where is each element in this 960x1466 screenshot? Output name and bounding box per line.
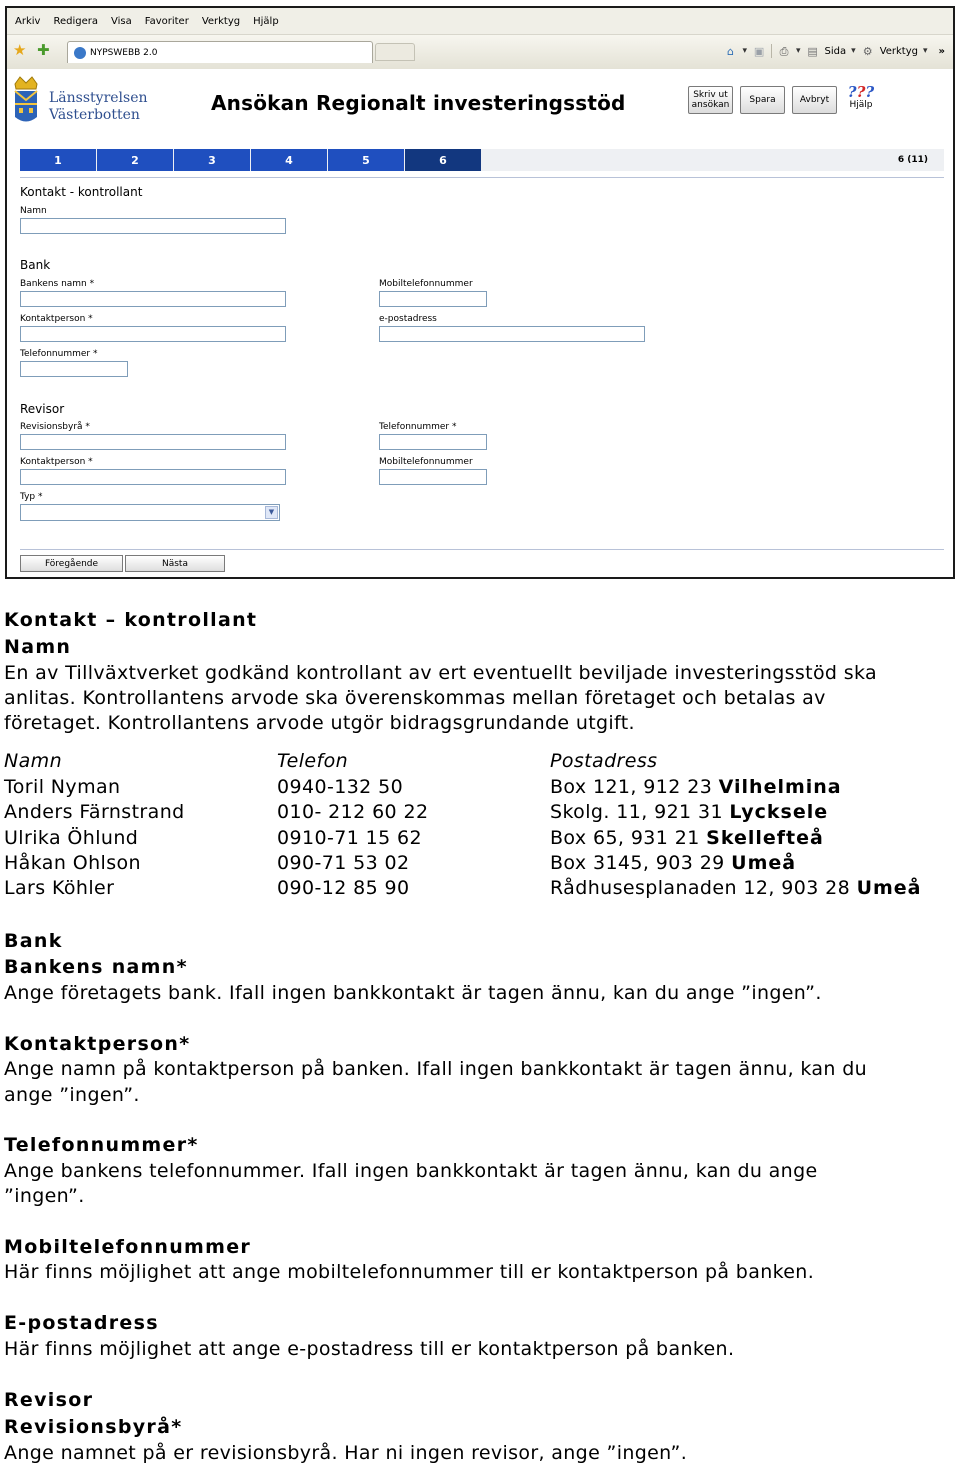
step-navigation [20,149,944,171]
new-tab-button[interactable] [375,43,415,61]
home-icon[interactable]: ⌂ [726,44,734,58]
print-label-line1: Skriv ut [693,90,728,100]
page-content [7,69,953,577]
menu-verktyg[interactable]: Verktyg [201,15,241,27]
doc-heading-bank: Bank [4,930,63,952]
browser-tab[interactable] [67,41,373,63]
step-1[interactable]: 1 [20,149,96,171]
auditor-type-label: Typ * [20,492,43,502]
doc-contact-text-1: Ange namn på kontaktperson på banken. Ifall ingen bankkontakt är tagen ännu, kan du [4,1058,867,1080]
table-cell-address [550,827,824,849]
doc-subheading-name: Namn [4,636,72,658]
table-cell-address [550,801,828,823]
help-icon: ??? [847,83,875,101]
county-crest-icon [11,74,41,129]
chevron-down-icon[interactable]: ▼ [265,506,278,519]
doc-phone-text-2: ”ingen”. [4,1185,85,1207]
org-name-line1: Länsstyrelsen [49,90,148,106]
doc-subheading-bank-name: Bankens namn* [4,956,188,978]
menu-hjalp[interactable]: Hjälp [253,15,279,27]
auditor-phone-label: Telefonnummer * [379,422,457,432]
menu-favoriter[interactable]: Favoriter [144,15,189,27]
bank-email-input[interactable] [379,326,645,342]
table-cell-phone: 090-71 53 02 [277,852,410,874]
table-cell-name: Ulrika Öhlund [4,827,139,849]
doc-phone-text-1: Ange bankens telefonnummer. Ifall ingen bankkontakt är tagen ännu, kan du ange [4,1160,818,1182]
save-button[interactable]: Spara [740,86,785,114]
auditor-phone-input[interactable] [379,434,487,450]
org-name-line2: Västerbotten [49,107,140,123]
section-title-bank: Bank [20,258,51,272]
help-button[interactable] [845,85,877,110]
print-application-button[interactable] [688,86,733,114]
contact-name-label: Namn [20,206,47,216]
help-label: Hjälp [849,100,873,110]
table-cell-phone: 090-12 85 90 [277,877,410,899]
bank-mobile-input[interactable] [379,291,487,307]
address-street: Box 3145, 903 29 [550,852,725,874]
doc-subheading-auditor-firm: Revisionsbyrå* [4,1416,183,1438]
chevron-down-icon[interactable]: ▾ [796,46,801,56]
address-city: Umeå [856,877,922,899]
bank-contact-label: Kontaktperson * [20,314,93,324]
divider [20,549,944,550]
step-3[interactable]: 3 [174,149,250,171]
doc-subheading-phone: Telefonnummer* [4,1134,199,1156]
cancel-button[interactable]: Avbryt [792,86,837,114]
browser-window [5,6,955,579]
menu-bar [7,8,953,35]
doc-subheading-email: E-postadress [4,1312,159,1334]
doc-intro-line-3: företaget. Kontrollantens arvode utgör bidragsgrundande utgift. [4,712,635,734]
doc-heading-contact: Kontakt – kontrollant [4,609,258,631]
step-counter: 6 (11) [897,155,928,165]
organization-logo-text [49,90,148,124]
table-header-name: Namn [4,750,63,772]
menu-redigera[interactable]: Redigera [53,15,98,27]
table-cell-name: Toril Nyman [4,776,121,798]
auditor-mobile-label: Mobiltelefonnummer [379,457,473,467]
table-cell-name: Lars Köhler [4,877,115,899]
toolbar-divider [771,44,772,58]
tools-menu-label[interactable]: Verktyg [879,45,918,57]
previous-button[interactable]: Föregående [20,555,123,572]
browser-toolbar [7,35,953,70]
address-street: Box 121, 912 23 [550,776,713,798]
table-cell-address [550,776,842,798]
auditor-contact-input[interactable] [20,469,286,485]
doc-heading-auditor: Revisor [4,1389,94,1411]
bank-email-label: e-postadress [379,314,437,324]
doc-mobile-text: Här finns möjlighet att ange mobiltelefonnummer till er kontaktperson på banken. [4,1261,815,1283]
ie-page-icon [74,47,86,59]
chevron-down-icon[interactable]: ▾ [851,46,856,56]
tools-gear-icon[interactable]: ⚙ [862,44,873,58]
favorites-star-icon[interactable]: ★ [13,41,27,59]
address-street: Skolg. 11, 921 31 [550,801,723,823]
doc-contact-text-2: ange ”ingen”. [4,1084,140,1106]
address-city: Lycksele [729,801,829,823]
auditor-contact-label: Kontaktperson * [20,457,93,467]
next-button[interactable]: Nästa [125,555,225,572]
address-city: Vilhelmina [718,776,842,798]
menu-visa[interactable]: Visa [110,15,132,27]
bank-contact-input[interactable] [20,326,286,342]
divider [20,177,944,178]
section-title-contact: Kontakt - kontrollant [20,185,143,199]
menu-arkiv[interactable]: Arkiv [15,15,41,27]
tab-title: NYPSWEBB 2.0 [90,47,158,58]
step-2[interactable]: 2 [97,149,173,171]
table-cell-phone: 010- 212 60 22 [277,801,429,823]
auditor-firm-label: Revisionsbyrå * [20,422,90,432]
section-title-auditor: Revisor [20,402,65,416]
chevron-down-icon[interactable]: ▾ [742,46,748,56]
bank-phone-label: Telefonnummer * [20,349,98,359]
address-street: Box 65, 931 21 [550,827,700,849]
doc-email-text: Här finns möjlighet att ange e-postadress till er kontaktperson på banken. [4,1338,735,1360]
table-cell-phone: 0940-132 50 [277,776,404,798]
doc-bank-name-text: Ange företagets bank. Ifall ingen bankkontakt är tagen ännu, kan du ange ”ingen”. [4,982,822,1004]
doc-subheading-mobile: Mobiltelefonnummer [4,1236,252,1258]
add-favorite-icon[interactable]: ✚ [37,41,50,59]
print-icon[interactable]: ⎙ [779,44,789,58]
command-bar [723,44,945,58]
bank-name-label: Bankens namn * [20,279,95,289]
page-icon[interactable]: ▤ [807,44,818,58]
step-4[interactable]: 4 [251,149,327,171]
table-header-phone: Telefon [277,750,349,772]
more-chevron-icon[interactable]: » [938,45,945,57]
doc-intro-line-2: anlitas. Kontrollantens arvode ska överenskommas mellan företaget och betalas av [4,687,826,709]
table-header-address: Postadress [550,750,658,772]
print-label-line2: ansökan [691,100,730,110]
page-title: Ansökan Regionalt investeringsstöd [211,91,626,115]
step-5[interactable]: 5 [328,149,404,171]
address-city: Skellefteå [706,827,824,849]
feeds-icon[interactable]: ▣ [753,44,765,58]
auditor-firm-input[interactable] [20,434,286,450]
doc-subheading-contact: Kontaktperson* [4,1033,191,1055]
table-cell-address [550,877,922,899]
chevron-down-icon[interactable]: ▾ [923,46,928,56]
bank-mobile-label: Mobiltelefonnummer [379,279,473,289]
table-cell-phone: 0910-71 15 62 [277,827,423,849]
page-menu-label[interactable]: Sida [824,45,847,57]
bank-phone-input[interactable] [20,361,128,377]
doc-intro-line-1: En av Tillväxtverket godkänd kontrollant av ert eventuellt beviljade investeringsstöd ska [4,662,877,684]
auditor-type-select[interactable] [20,504,280,521]
address-city: Umeå [731,852,797,874]
contact-name-input[interactable] [20,218,286,234]
address-street: Rådhusesplanaden 12, 903 28 [550,877,851,899]
table-cell-name: Håkan Ohlson [4,852,141,874]
doc-auditor-firm-text: Ange namnet på er revisionsbyrå. Har ni ingen revisor, ange ”ingen”. [4,1442,688,1464]
bank-name-input[interactable] [20,291,286,307]
table-cell-name: Anders Färnstrand [4,801,185,823]
step-6-active[interactable]: 6 [405,149,481,171]
auditor-mobile-input[interactable] [379,469,487,485]
table-cell-address [550,852,796,874]
